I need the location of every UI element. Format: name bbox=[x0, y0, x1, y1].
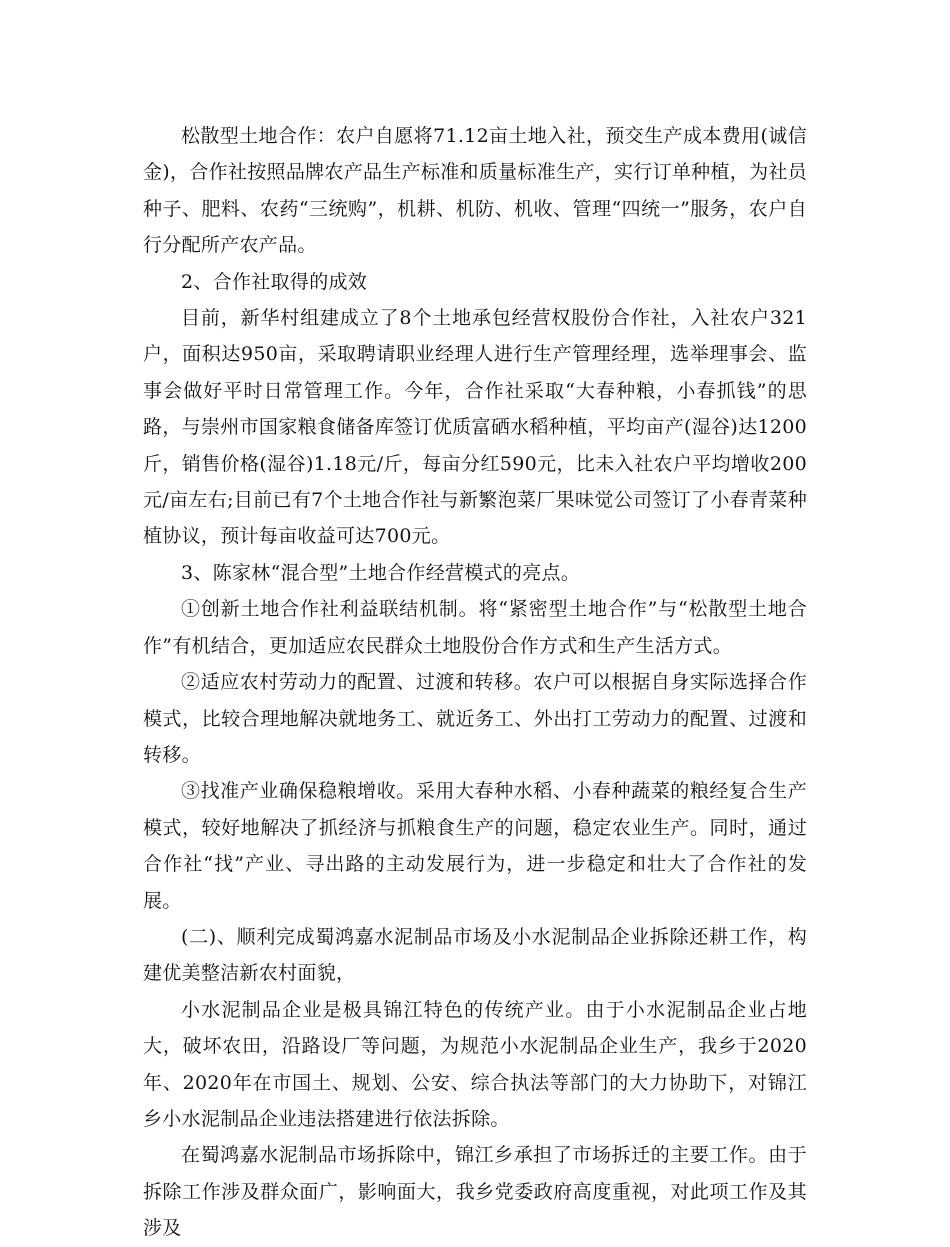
paragraph-xinhua-village: 目前，新华村组建成立了8个土地承包经营权股份合作社，入社农户321户，面积达950亩，采取聘请职业经理人进行生产管理经理，选举理事会、监事会做好平时日常管理工作。今年，合作社采取“大春种粮，小春抓钱”的思路，与崇州市国家粮食储备库签订优质富硒水稻种植，平均亩产(湿谷)达1200斤，销售价格(湿谷)1.18元/斤，每亩分红590元，比未入社农户平均增收200元/亩左右;目前已有7个土地合作社与新繁泡菜厂果味觉公司签订了小春青菜种植协议，预计每亩收益可达700元。 bbox=[143, 307, 807, 548]
paragraph-highlight-1: ①创新土地合作社利益联结机制。将“紧密型土地合作”与“松散型土地合作”有机结合，更加适应农民群众土地股份合作方式和生产生活方式。 bbox=[143, 598, 807, 657]
paragraph-section-two-title: (二)、顺利完成蜀鸿嘉水泥制品市场及小水泥制品企业拆除还耕工作，构建优美整洁新农村面貌， bbox=[143, 925, 807, 985]
paragraph-market-demolition: 在蜀鸿嘉水泥制品市场拆除中，锦江乡承担了市场拆迁的主要工作。由于拆除工作涉及群众面广，影响面大，我乡党委政府高度重视，对此项工作及其涉及 bbox=[143, 1144, 807, 1240]
paragraph-cement-enterprises: 小水泥制品企业是极具锦江特色的传统产业。由于小水泥制品企业占地大，破坏农田，沿路设厂等问题，为规范小水泥制品企业生产，我乡于2020年、2020年在市国土、规划、公安、综合执法等部门的大力协助下，对锦江乡小水泥制品企业违法搭建进行依法拆除。 bbox=[143, 998, 807, 1130]
paragraph-loose-cooperation: 松散型土地合作：农户自愿将71.12亩土地入社，预交生产成本费用(诚信金)，合作社按照品牌农产品生产标准和质量标准生产，实行订单种植，为社员种子、肥料、农药“三统购”，机耕、机防、机收、管理“四统一”服务，农户自行分配所产农产品。 bbox=[143, 125, 807, 257]
paragraph-highlight-3: ③找准产业确保稳粮增收。采用大春种水稻、小春种蔬菜的粮经复合生产模式，较好地解决了抓经济与抓粮食生产的问题，稳定农业生产。同时，通过合作社“找”产业、寻出路的主动发展行为，进一步稳定和壮大了合作社的发展。 bbox=[143, 780, 807, 912]
document-page bbox=[143, 118, 807, 1247]
heading-chenjialin-highlights: 3、陈家林“混合型”土地合作经营模式的亮点。 bbox=[181, 561, 581, 584]
paragraph-highlight-2: ②适应农村劳动力的配置、过渡和转移。农户可以根据自身实际选择合作模式，比较合理地解决就地务工、就近务工、外出打工劳动力的配置、过渡和转移。 bbox=[143, 671, 807, 766]
heading-cooperative-achievements: 2、合作社取得的成效 bbox=[181, 270, 368, 293]
